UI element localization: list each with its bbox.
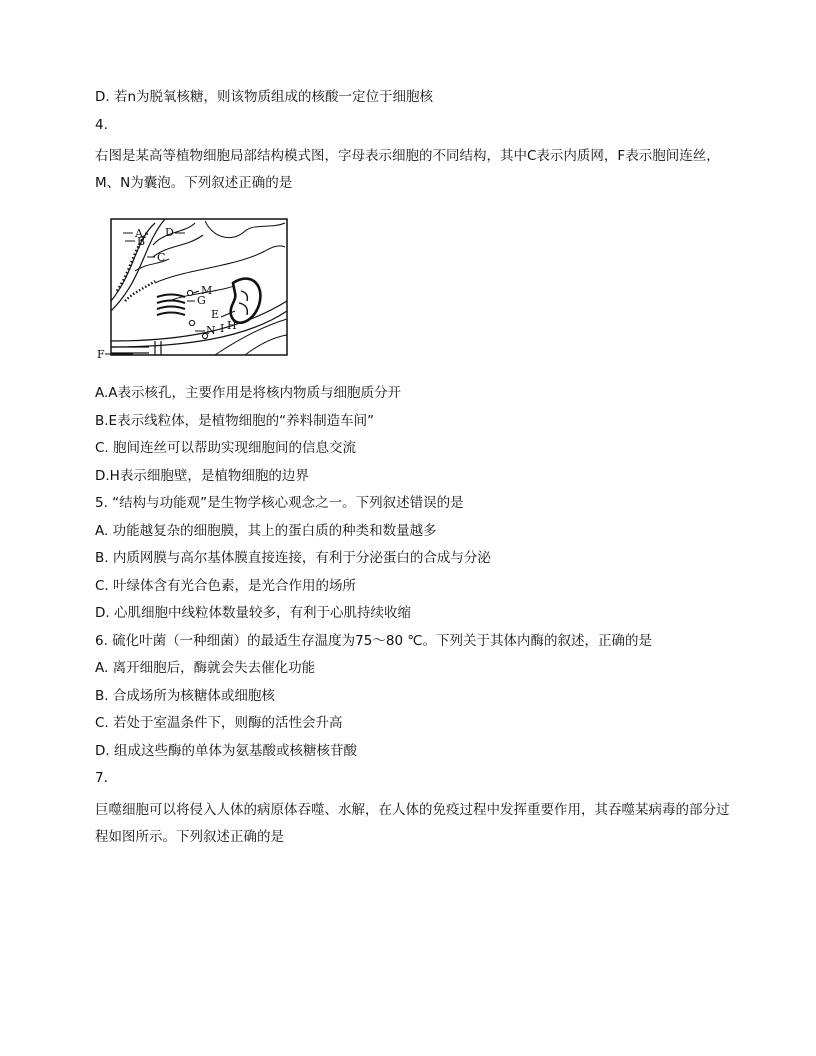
- q5-option-c: C. 叶绿体含有光合色素，是光合作用的场所: [95, 577, 357, 594]
- plant-cell-diagram-svg: [95, 201, 295, 376]
- q6-option-b: B. 合成场所为核糖体或细胞核: [95, 687, 275, 704]
- q6-stem: 6. 硫化叶菌（一种细菌）的最适生存温度为75～80 ℃。下列关于其体内酶的叙述，正确的是: [95, 632, 652, 649]
- q6-option-a: A. 离开细胞后，酶就会失去催化功能: [95, 660, 316, 676]
- label-i: I: [220, 322, 225, 335]
- q7-stem: 巨噬细胞可以将侵入人体的病原体吞噬、水解，在人体的免疫过程中发挥重要作用，其吞噬某病毒的部分过程如图所示。下列叙述正确的是: [95, 801, 730, 845]
- q4-option-c: C. 胞间连丝可以帮助实现细胞间的信息交流: [95, 440, 357, 456]
- q5-option-a: A. 功能越复杂的细胞膜，其上的蛋白质的种类和数量越多: [95, 522, 437, 539]
- q5-stem: 5. “结构与功能观”是生物学核心观念之一。下列叙述错误的是: [95, 495, 464, 511]
- label-n: N: [206, 324, 216, 337]
- label-e: E: [211, 308, 220, 321]
- plant-cell-diagram: [95, 201, 295, 376]
- q4-number: 4.: [95, 116, 108, 133]
- q7-number: 7.: [95, 770, 108, 786]
- label-m: M: [201, 284, 213, 297]
- q4-option-a: A.A表示核孔，主要作用是将核内物质与细胞质分开: [95, 385, 402, 401]
- q6-option-d: D. 组成这些酶的单体为氨基酸或核糖核苷酸: [95, 742, 357, 759]
- q4-stem: 右图是某高等植物细胞局部结构模式图，字母表示细胞的不同结构，其中C表示内质网，F表示胞间连丝，M、N为囊泡。下列叙述正确的是: [95, 148, 720, 191]
- q4-option-d: D.H表示细胞壁，是植物细胞的边界: [95, 467, 309, 484]
- label-g: G: [197, 294, 206, 307]
- q4-option-b: B.E表示线粒体，是植物细胞的“养料制造车间”: [95, 412, 375, 429]
- label-a: A: [135, 227, 143, 240]
- label-c: C: [157, 251, 166, 264]
- label-b: B: [137, 235, 146, 248]
- label-f: F: [97, 348, 105, 361]
- q5-option-b: B. 内质网膜与高尔基体膜直接连接，有利于分泌蛋白的合成与分泌: [95, 550, 491, 566]
- label-h: H: [227, 319, 237, 332]
- label-d: D: [165, 226, 174, 239]
- document-page: [95, 88, 735, 851]
- q6-option-c: C. 若处于室温条件下，则酶的活性会升高: [95, 715, 343, 731]
- q5-option-d: D. 心肌细胞中线粒体数量较多，有利于心肌持续收缩: [95, 605, 411, 621]
- q3-option-d: D. 若n为脱氧核糖，则该物质组成的核酸一定位于细胞核: [95, 89, 434, 105]
